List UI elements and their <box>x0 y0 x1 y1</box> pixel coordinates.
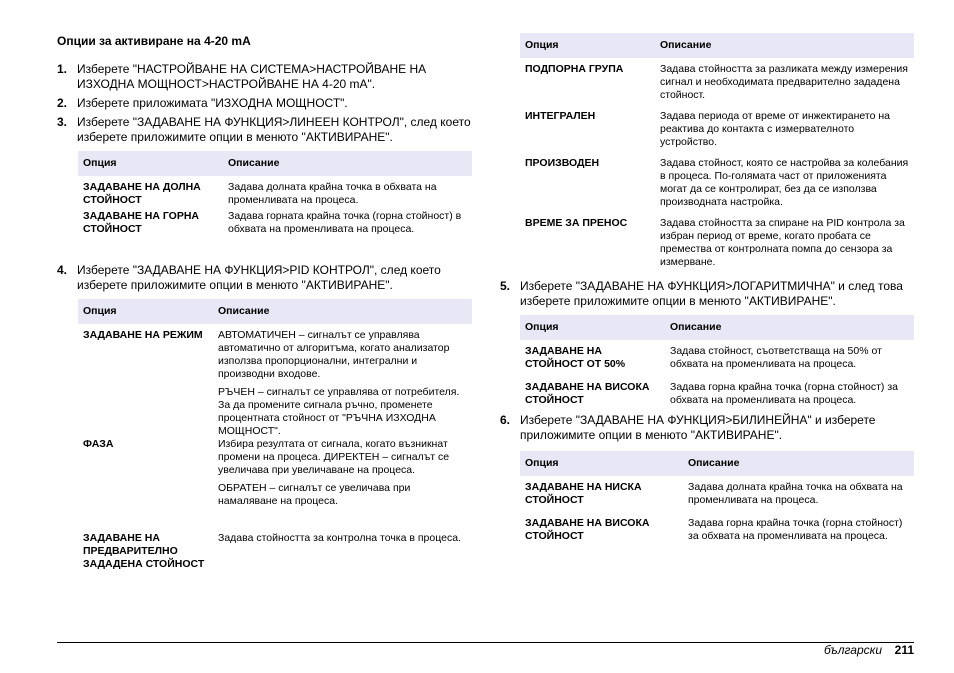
description-cell: Задава стойността за контролна точка в процеса. <box>218 532 461 544</box>
table-row <box>520 58 914 110</box>
col-header-option: Опция <box>520 33 655 58</box>
description-cell: Задава горната крайна точка (горна стойност) в обхвата на променливата на процеса. <box>228 210 462 235</box>
step-number: 3. <box>57 115 68 129</box>
option-cell: ЗАДАВАНЕ НА ГОРНА СТОЙНОСТ <box>83 210 199 235</box>
bilinear-options-table <box>520 451 914 543</box>
description-cell: Задава долната крайна точка на обхвата на променливата на процеса. <box>688 481 903 506</box>
table-row <box>520 157 914 217</box>
step-text: Изберете "ЗАДАВАНЕ НА ФУНКЦИЯ>PID КОНТРОЛ", след което изберете приложимите опции в менюто "АКТИВИРАНЕ". <box>77 263 441 292</box>
step-text: Изберете "ЗАДАВАНЕ НА ФУНКЦИЯ>ЛОГАРИТМИЧНА" и след това изберете приложимите опции в менюто "АКТИВИРАНЕ". <box>520 279 903 308</box>
description-cell: Задава горна крайна точка (горна стойност) за обхвата на променливата на процеса. <box>670 381 898 406</box>
table-row <box>78 210 472 236</box>
table-row <box>520 217 914 269</box>
step-number: 4. <box>57 263 68 277</box>
table-row <box>520 110 914 157</box>
section-title: Опции за активиране на 4-20 mA <box>57 34 251 48</box>
step-number: 2. <box>57 96 68 110</box>
col-header-option: Опция <box>520 315 665 340</box>
table-row <box>520 340 914 381</box>
page-number: 211 <box>894 643 914 657</box>
option-cell: ЗАДАВАНЕ НА ДОЛНА СТОЙНОСТ <box>83 181 201 206</box>
table-row <box>78 532 472 571</box>
linear-options-table <box>78 151 472 236</box>
col-header-option: Опция <box>78 151 223 176</box>
table-header-row <box>520 33 914 58</box>
table-row <box>78 438 472 532</box>
option-cell: ЗАДАВАНЕ НА НИСКА СТОЙНОСТ <box>525 481 642 506</box>
col-header-description: Описание <box>665 315 914 340</box>
option-cell: ПРОИЗВОДЕН <box>525 157 600 169</box>
table-header-row <box>78 151 472 176</box>
description-cell: Задава стойност, съответстваща на 50% от обхвата на променливата на процеса. <box>670 345 882 370</box>
option-cell: ПОДПОРНА ГРУПА <box>525 63 624 75</box>
step-number: 5. <box>500 279 511 293</box>
option-cell: ФАЗА <box>83 438 114 450</box>
option-cell: ИНТЕГРАЛЕН <box>525 110 596 122</box>
table-row <box>520 476 914 517</box>
step-number: 1. <box>57 62 68 76</box>
col-header-description: Описание <box>213 299 472 324</box>
col-header-option: Опция <box>520 451 683 476</box>
table-row <box>520 517 914 543</box>
step-text: Изберете "ЗАДАВАНЕ НА ФУНКЦИЯ>ЛИНЕЕН КОНТРОЛ", след което изберете приложимите опции в менюто "АКТИВИРАНЕ". <box>77 115 471 144</box>
step-text: Изберете "ЗАДАВАНЕ НА ФУНКЦИЯ>БИЛИНЕЙНА" и изберете приложимите опции в менюто "АКТИВИРАНЕ". <box>520 413 876 442</box>
footer-divider <box>57 642 914 643</box>
option-cell: ЗАДАВАНЕ НА РЕЖИМ <box>83 329 203 341</box>
footer-language: български <box>823 643 882 657</box>
logarithmic-options-table <box>520 315 914 407</box>
description-cell: Избира резултата от сигнала, когато възникнат промени на процеса. ДИРЕКТЕН – сигналът се увеличава при увеличаване на процеса. ОБРАТЕН – сигналът се увеличава при намаляване на процеса. <box>218 438 450 507</box>
option-cell: ЗАДАВАНЕ НА ПРЕДВАРИТЕЛНО ЗАДАДЕНА СТОЙНОСТ <box>83 532 205 570</box>
option-cell: ЗАДАВАНЕ НА СТОЙНОСТ ОТ 50% <box>525 345 626 370</box>
table-row <box>78 176 472 210</box>
pid-options-table <box>78 299 472 571</box>
option-cell: ЗАДАВАНЕ НА ВИСОКА СТОЙНОСТ <box>525 381 650 406</box>
description-cell: Задава стойността за разликата между измерения сигнал и необходимата предварително зададена стойност. <box>660 63 908 101</box>
table-header-row <box>520 315 914 340</box>
description-cell: Задава долната крайна точка в обхвата на променливата на процеса. <box>228 181 437 206</box>
col-header-description: Описание <box>223 151 472 176</box>
description-cell: Задава периода от време от инжектирането на реактива до контакта с измервателното устройство. <box>660 110 890 148</box>
table-header-row <box>78 299 472 324</box>
step-text: Изберете "НАСТРОЙВАНЕ НА СИСТЕМА>НАСТРОЙВАНЕ НА ИЗХОДНА МОЩНОСТ>НАСТРОЙВАНЕ НА 4-20 mA". <box>77 62 427 91</box>
description-cell: АВТОМАТИЧЕН – сигналът се управлява автоматично от алгоритъма, когато анализатор използва пропорционални, интегрални и производни входове. РЪЧЕН – сигналът се управлява от потребителя. За да промените сигнала ръчно, променете процентната стойност от "РЪЧНА ИЗХОДНА МОЩНОСТ". <box>218 329 460 437</box>
col-header-option: Опция <box>78 299 213 324</box>
description-cell: Задава горна крайна точка (горна стойност) за обхвата на променливата на процеса. <box>688 517 903 542</box>
table-row <box>78 324 472 438</box>
option-cell: ВРЕМЕ ЗА ПРЕНОС <box>525 217 628 229</box>
step-text: Изберете приложимата "ИЗХОДНА МОЩНОСТ". <box>77 96 348 110</box>
step-number: 6. <box>500 413 511 427</box>
description-cell: Задава стойността за спиране на PID контрола за избран период от време, когато пробата се премества от контролната помпа до сензора за измерване. <box>660 217 905 268</box>
col-header-description: Описание <box>655 33 914 58</box>
pid-options-table-continued <box>520 33 914 269</box>
table-header-row <box>520 451 914 476</box>
option-cell: ЗАДАВАНЕ НА ВИСОКА СТОЙНОСТ <box>525 517 650 542</box>
description-cell: Задава стойност, която се настройва за колебания в процеса. По-голямата част от приложенията могат да се контролират, без да се използва производната настройка. <box>660 157 909 208</box>
col-header-description: Описание <box>683 451 914 476</box>
table-row <box>520 381 914 407</box>
